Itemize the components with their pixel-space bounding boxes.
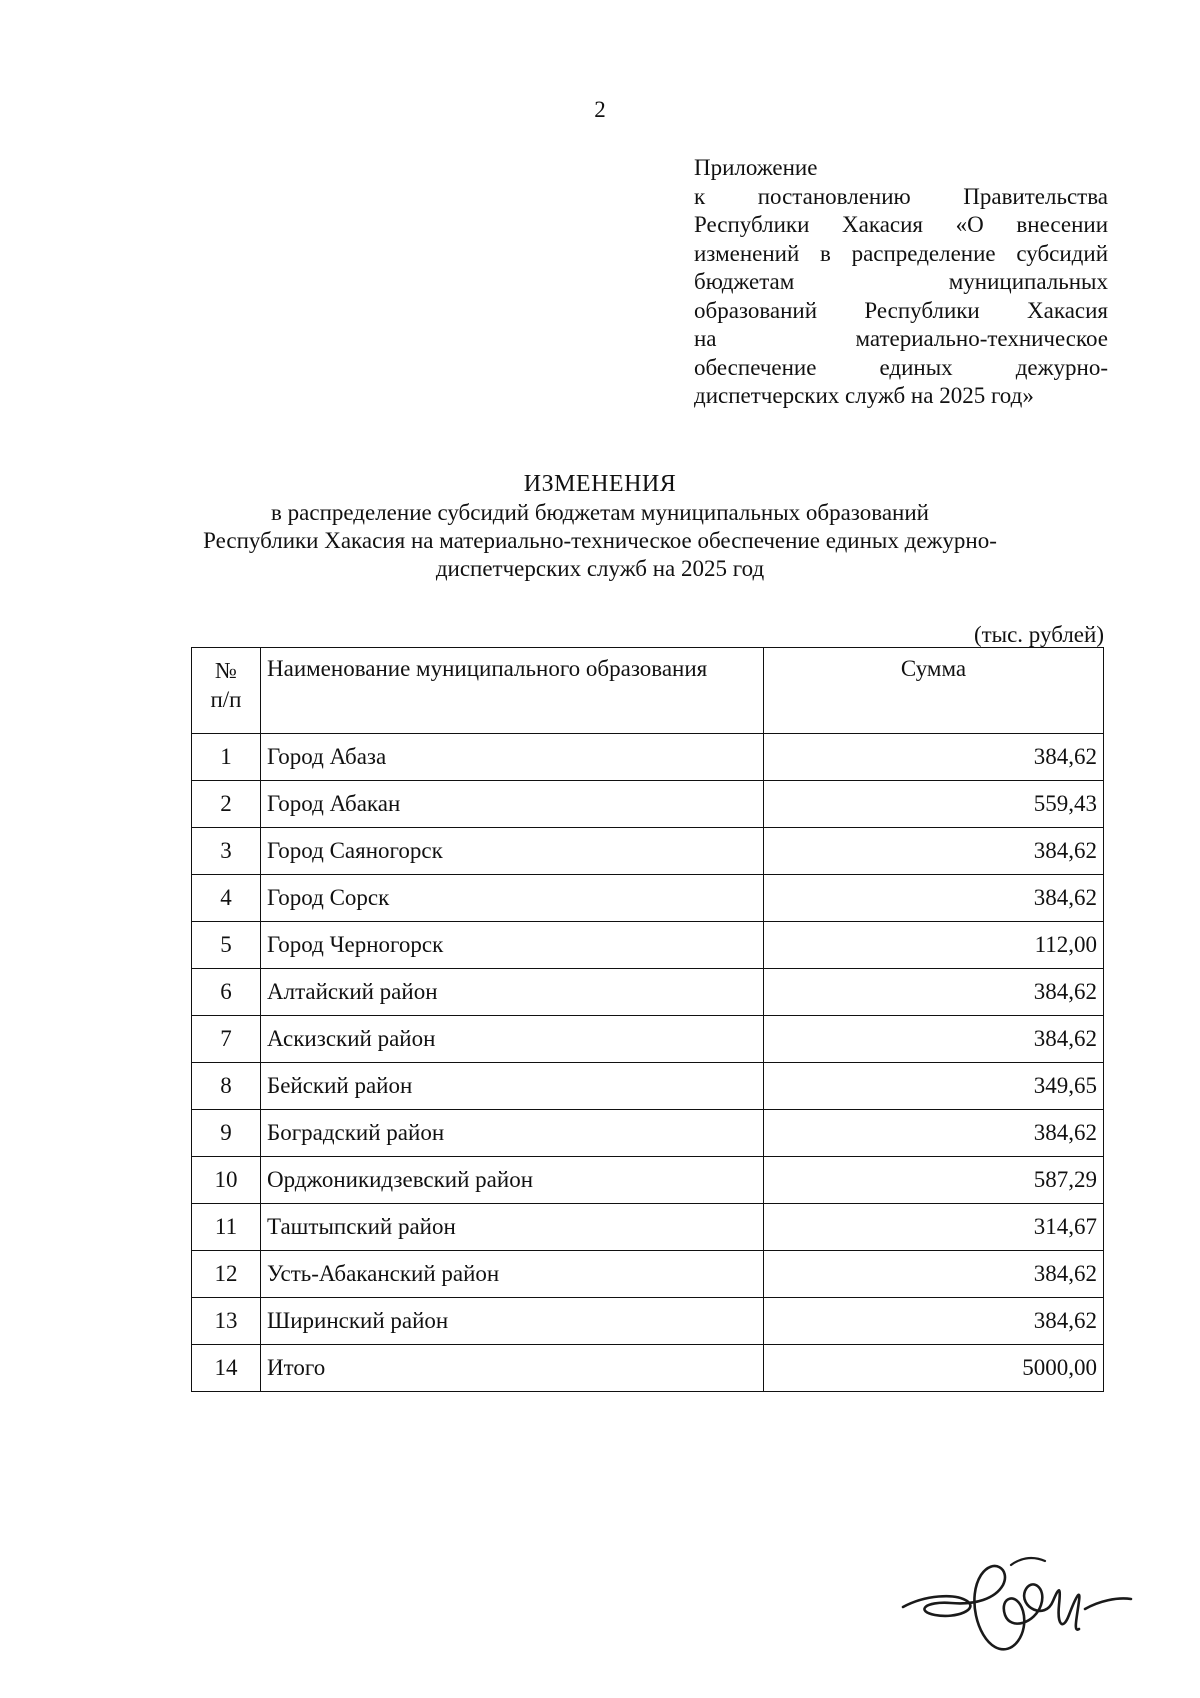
row-name: Ширинский район — [261, 1298, 764, 1345]
row-name: Орджоникидзевский район — [261, 1157, 764, 1204]
row-sum: 349,65 — [764, 1063, 1104, 1110]
document-subtitle-line: в распределение субсидий бюджетам муниципальных образований — [271, 500, 929, 525]
header-name: Наименование муниципального образования — [261, 648, 764, 734]
document-heading — [0, 470, 1200, 583]
row-name: Итого — [261, 1345, 764, 1392]
row-sum: 112,00 — [764, 922, 1104, 969]
table-row-total — [192, 1345, 1104, 1392]
row-sum: 314,67 — [764, 1204, 1104, 1251]
row-number: 4 — [192, 875, 261, 922]
row-number: 7 — [192, 1016, 261, 1063]
appendix-line: обеспечение единых дежурно- — [694, 354, 1108, 380]
row-name: Город Абаза — [261, 734, 764, 781]
row-sum: 5000,00 — [764, 1345, 1104, 1392]
header-number — [192, 648, 261, 734]
row-number: 1 — [192, 734, 261, 781]
appendix-line: Республики Хакасия «О внесении — [694, 212, 1108, 237]
table-row — [192, 1157, 1104, 1204]
row-number: 9 — [192, 1110, 261, 1157]
document-subtitle-line: Республики Хакасия на материально-техническое обеспечение единых дежурно- — [203, 528, 997, 553]
document-title: ИЗМЕНЕНИЯ — [523, 471, 677, 497]
header-number-symbol: № — [215, 658, 237, 683]
table-row — [192, 922, 1104, 969]
row-name: Город Саяногорск — [261, 828, 764, 875]
header-number-abbr: п/п — [210, 687, 242, 712]
table-row — [192, 1016, 1104, 1063]
row-name: Боградский район — [261, 1110, 764, 1157]
row-number: 8 — [192, 1063, 261, 1110]
row-number: 3 — [192, 828, 261, 875]
row-sum: 559,43 — [764, 781, 1104, 828]
subsidies-table — [191, 647, 1104, 1392]
table-row — [192, 1251, 1104, 1298]
table-header-row — [192, 648, 1104, 734]
row-sum: 384,62 — [764, 969, 1104, 1016]
signature — [895, 1535, 1135, 1665]
row-name: Город Сорск — [261, 875, 764, 922]
table-row — [192, 1063, 1104, 1110]
row-number: 2 — [192, 781, 261, 828]
row-name: Аскизский район — [261, 1016, 764, 1063]
row-sum: 384,62 — [764, 734, 1104, 781]
appendix-line: к постановлению Правительства — [694, 183, 1108, 209]
table-row — [192, 969, 1104, 1016]
table-row — [192, 781, 1104, 828]
row-number: 14 — [192, 1345, 261, 1392]
table-row — [192, 1110, 1104, 1157]
document-subtitle-line: диспетчерских служб на 2025 год — [435, 556, 765, 581]
table-row — [192, 828, 1104, 875]
row-sum: 384,62 — [764, 828, 1104, 875]
appendix-line: диспетчерских служб на 2025 год» — [694, 383, 1034, 408]
row-name: Усть-Абаканский район — [261, 1251, 764, 1298]
row-name: Город Черногорск — [261, 922, 764, 969]
units-label: (тыс. рублей) — [973, 622, 1104, 647]
signature-stroke — [903, 1566, 1131, 1649]
row-number: 13 — [192, 1298, 261, 1345]
row-sum: 384,62 — [764, 1251, 1104, 1298]
row-name: Город Абакан — [261, 781, 764, 828]
row-sum: 384,62 — [764, 1016, 1104, 1063]
table-row — [192, 1204, 1104, 1251]
row-sum: 384,62 — [764, 1298, 1104, 1345]
signature-stroke — [1011, 1558, 1045, 1565]
table-row — [192, 875, 1104, 922]
row-number: 11 — [192, 1204, 261, 1251]
row-name: Бейский район — [261, 1063, 764, 1110]
table-row — [192, 734, 1104, 781]
table-row — [192, 1298, 1104, 1345]
appendix-line: изменений в распределение субсидий — [694, 240, 1108, 266]
row-sum: 587,29 — [764, 1157, 1104, 1204]
row-number: 5 — [192, 922, 261, 969]
appendix-line: образований Республики Хакасия — [694, 297, 1108, 323]
appendix-block — [694, 154, 1108, 411]
page-number: 2 — [594, 97, 606, 122]
appendix-line: на материально-техническое — [694, 326, 1108, 351]
row-sum: 384,62 — [764, 875, 1104, 922]
row-name: Алтайский район — [261, 969, 764, 1016]
row-number: 10 — [192, 1157, 261, 1204]
appendix-line: бюджетам муниципальных — [694, 269, 1108, 294]
row-number: 12 — [192, 1251, 261, 1298]
row-sum: 384,62 — [764, 1110, 1104, 1157]
appendix-title: Приложение — [694, 155, 818, 180]
row-name: Таштыпский район — [261, 1204, 764, 1251]
header-sum: Сумма — [764, 648, 1104, 734]
row-number: 6 — [192, 969, 261, 1016]
